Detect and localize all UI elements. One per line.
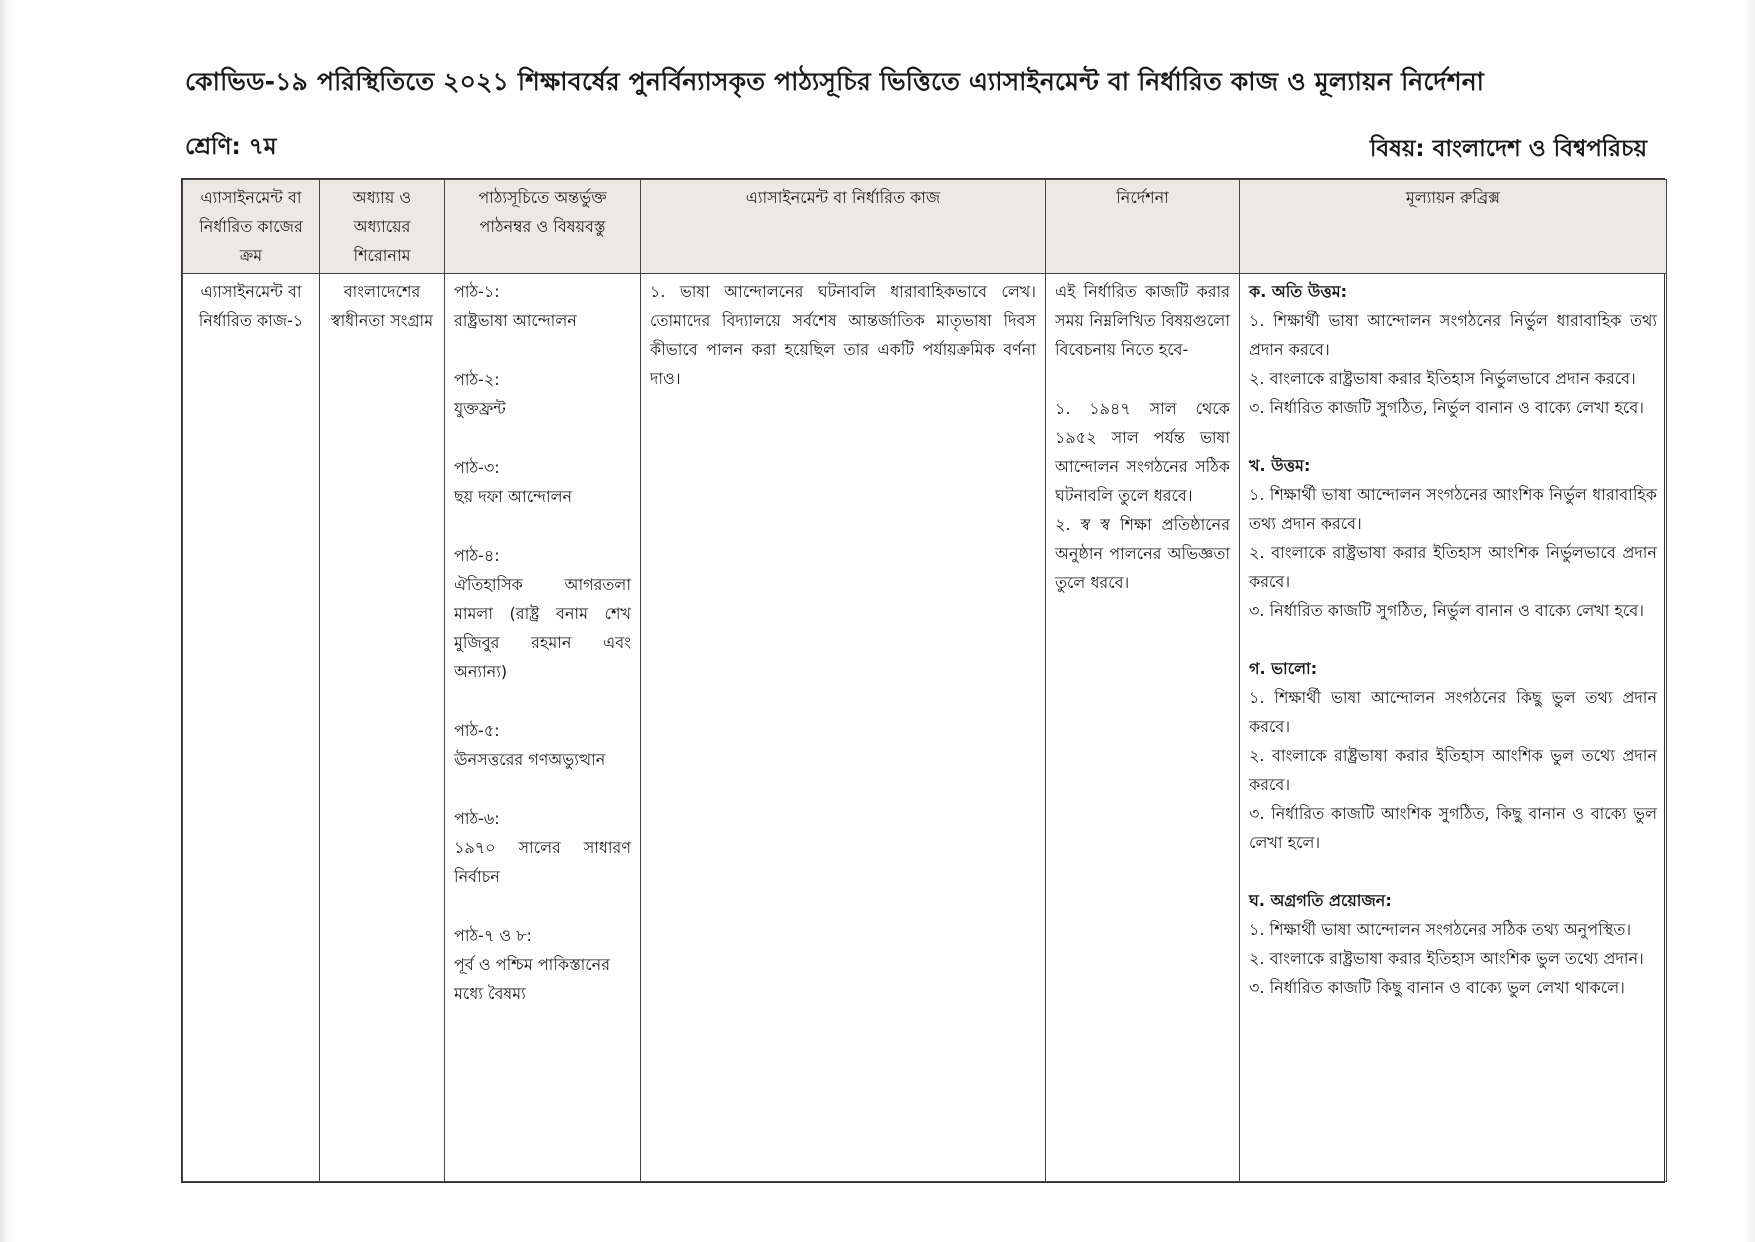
rubric-item: ৩. নির্ধারিত কাজটি সুগঠিত, নির্ভুল বানান ও বাক্যে লেখা হবে। xyxy=(1249,601,1644,620)
lesson-title: পাঠ-৬: xyxy=(454,809,500,828)
lesson-item xyxy=(454,277,631,335)
lesson-content: ঐতিহাসিক আগরতলা মামলা (রাষ্ট্র বনাম শেখ মুজিবুর রহমান এবং অন্যান্য) xyxy=(454,575,631,681)
lesson-content: ছয় দফা আন্দোলন xyxy=(454,487,573,506)
rubric-item: ২. বাংলাকে রাষ্ট্রভাষা করার ইতিহাস আংশিক ভুল তথ্যে প্রদান। xyxy=(1249,949,1644,968)
rubric-item: ১. শিক্ষার্থী ভাষা আন্দোলন সংগঠনের আংশিক নির্ভুল ধারাবাহিক তথ্য প্রদান করবে। xyxy=(1249,485,1657,533)
lesson-item xyxy=(454,541,631,686)
rubric-heading: ঘ. অগ্রগতি প্রয়োজন: xyxy=(1249,891,1392,910)
lesson-content: রাষ্ট্রভাষা আন্দোলন xyxy=(454,311,577,330)
lesson-title: পাঠ-১: xyxy=(454,282,500,301)
rubric-heading: খ. উত্তম: xyxy=(1249,456,1311,475)
lesson-content: ১৯৭০ সালের সাধারণ নির্বাচন xyxy=(454,838,631,886)
lesson-content: পূর্ব ও পশ্চিম পাকিস্তানের মধ্যে বৈষম্য xyxy=(454,955,611,1003)
lesson-item xyxy=(454,365,631,423)
table-row xyxy=(183,274,1667,1182)
cell-task: ১. ভাষা আন্দোলনের ঘটনাবলি ধারাবাহিকভাবে লেখ। তোমাদের বিদ্যালয়ে সর্বশেষ আন্তর্জাতিক মাতৃভাষা দিবস কীভাবে পালন করা হয়েছিল তার একটি পর্যায়ক্রমিক বর্ণনা দাও। xyxy=(641,274,1046,1182)
lesson-item xyxy=(454,716,631,774)
instruction-item: ১. ১৯৪৭ সাল থেকে ১৯৫২ সাল পর্যন্ত ভাষা আন্দোলন সংগঠনের সঠিক ঘটনাবলি তুলে ধরবে। xyxy=(1055,399,1230,505)
rubric-item: ১. শিক্ষার্থী ভাষা আন্দোলন সংগঠনের কিছু ভুল তথ্য প্রদান করবে। xyxy=(1249,688,1657,736)
cell-instructions xyxy=(1046,274,1240,1182)
lesson-title: পাঠ-৭ ও ৮: xyxy=(454,926,532,945)
rubric-item: ২. বাংলাকে রাষ্ট্রভাষা করার ইতিহাস আংশিক ভুল তথ্যে প্রদান করবে। xyxy=(1249,746,1657,794)
lesson-item xyxy=(454,804,631,891)
instruction-item: ২. স্ব স্ব শিক্ষা প্রতিষ্ঠানের অনুষ্ঠান পালনের অভিজ্ঞতা তুলে ধরবে। xyxy=(1055,515,1230,592)
rubric-item: ২. বাংলাকে রাষ্ট্রভাষা করার ইতিহাস নির্ভুলভাবে প্রদান করবে। xyxy=(1249,369,1636,388)
rubric-item: ১. শিক্ষার্থী ভাষা আন্দোলন সংগঠনের নির্ভুল ধারাবাহিক তথ্য প্রদান করবে। xyxy=(1249,311,1657,359)
instructions-intro: এই নির্ধারিত কাজটি করার সময় নিম্নলিখিত বিষয়গুলো বিবেচনায় নিতে হবে- xyxy=(1055,282,1230,359)
table-header-row xyxy=(183,180,1667,274)
page-title: কোভিড-১৯ পরিস্থিতিতে ২০২১ শিক্ষাবর্ষের পুনর্বিন্যাসকৃত পাঠ্যসূচির ভিত্তিতে এ্যাসাইনমেন্ট বা নির্ধারিত কাজ ও মূল্যায়ন নির্দেশনা xyxy=(185,67,1485,96)
rubric-heading: ক. অতি উত্তম: xyxy=(1249,282,1348,301)
header-lessons: পাঠ্যসূচিতে অন্তর্ভুক্ত পাঠনম্বর ও বিষয়বস্তু xyxy=(445,180,641,274)
header-rubric: মূল্যায়ন রুব্রিক্স xyxy=(1240,180,1667,274)
header-assignment-no: এ্যাসাইনমেন্ট বা নির্ধারিত কাজের ক্রম xyxy=(183,180,320,274)
header-chapter: অধ্যায় ও অধ্যায়ের শিরোনাম xyxy=(320,180,445,274)
rubric-level-excellent xyxy=(1249,277,1657,422)
subject-label: বিষয়: বাংলাদেশ ও বিশ্বপরিচয় xyxy=(1369,136,1647,162)
rubric-item: ২. বাংলাকে রাষ্ট্রভাষা করার ইতিহাস আংশিক নির্ভুলভাবে প্রদান করবে। xyxy=(1249,543,1657,591)
rubric-item: ৩. নির্ধারিত কাজটি সুগঠিত, নির্ভুল বানান ও বাক্যে লেখা হবে। xyxy=(1249,398,1644,417)
lesson-title: পাঠ-৩: xyxy=(454,458,500,477)
rubric-heading: গ. ভালো: xyxy=(1249,659,1318,678)
lesson-item xyxy=(454,921,631,1008)
rubric-level-fair xyxy=(1249,654,1657,857)
lesson-title: পাঠ-২: xyxy=(454,370,500,389)
header-instructions: নির্দেশনা xyxy=(1046,180,1240,274)
lesson-content: যুক্তফ্রন্ট xyxy=(454,399,506,418)
cell-chapter: বাংলাদেশের স্বাধীনতা সংগ্রাম xyxy=(320,274,445,1182)
cell-lessons xyxy=(445,274,641,1182)
class-label: শ্রেণি: ৭ম xyxy=(185,134,277,160)
lesson-title: পাঠ-৫: xyxy=(454,721,500,740)
rubric-level-needs-improvement xyxy=(1249,886,1657,1002)
rubric-item: ৩. নির্ধারিত কাজটি আংশিক সুগঠিত, কিছু বানান ও বাক্যে ভুল লেখা হলে। xyxy=(1249,804,1657,852)
rubric-item: ১. শিক্ষার্থী ভাষা আন্দোলন সংগঠনের সঠিক তথ্য অনুপস্থিত। xyxy=(1249,920,1632,939)
assignment-table xyxy=(181,178,1665,1183)
rubric-level-good xyxy=(1249,451,1657,625)
header-task: এ্যাসাইনমেন্ট বা নির্ধারিত কাজ xyxy=(641,180,1046,274)
rubric-item: ৩. নির্ধারিত কাজটি কিছু বানান ও বাক্যে ভুল লেখা থাকলে। xyxy=(1249,978,1625,997)
cell-rubric xyxy=(1240,274,1667,1182)
lesson-title: পাঠ-৪: xyxy=(454,546,500,565)
cell-assignment-no: এ্যাসাইনমেন্ট বা নির্ধারিত কাজ-১ xyxy=(183,274,320,1182)
lesson-item xyxy=(454,453,631,511)
lesson-content: ঊনসত্তরের গণঅভ্যুত্থান xyxy=(454,750,606,769)
